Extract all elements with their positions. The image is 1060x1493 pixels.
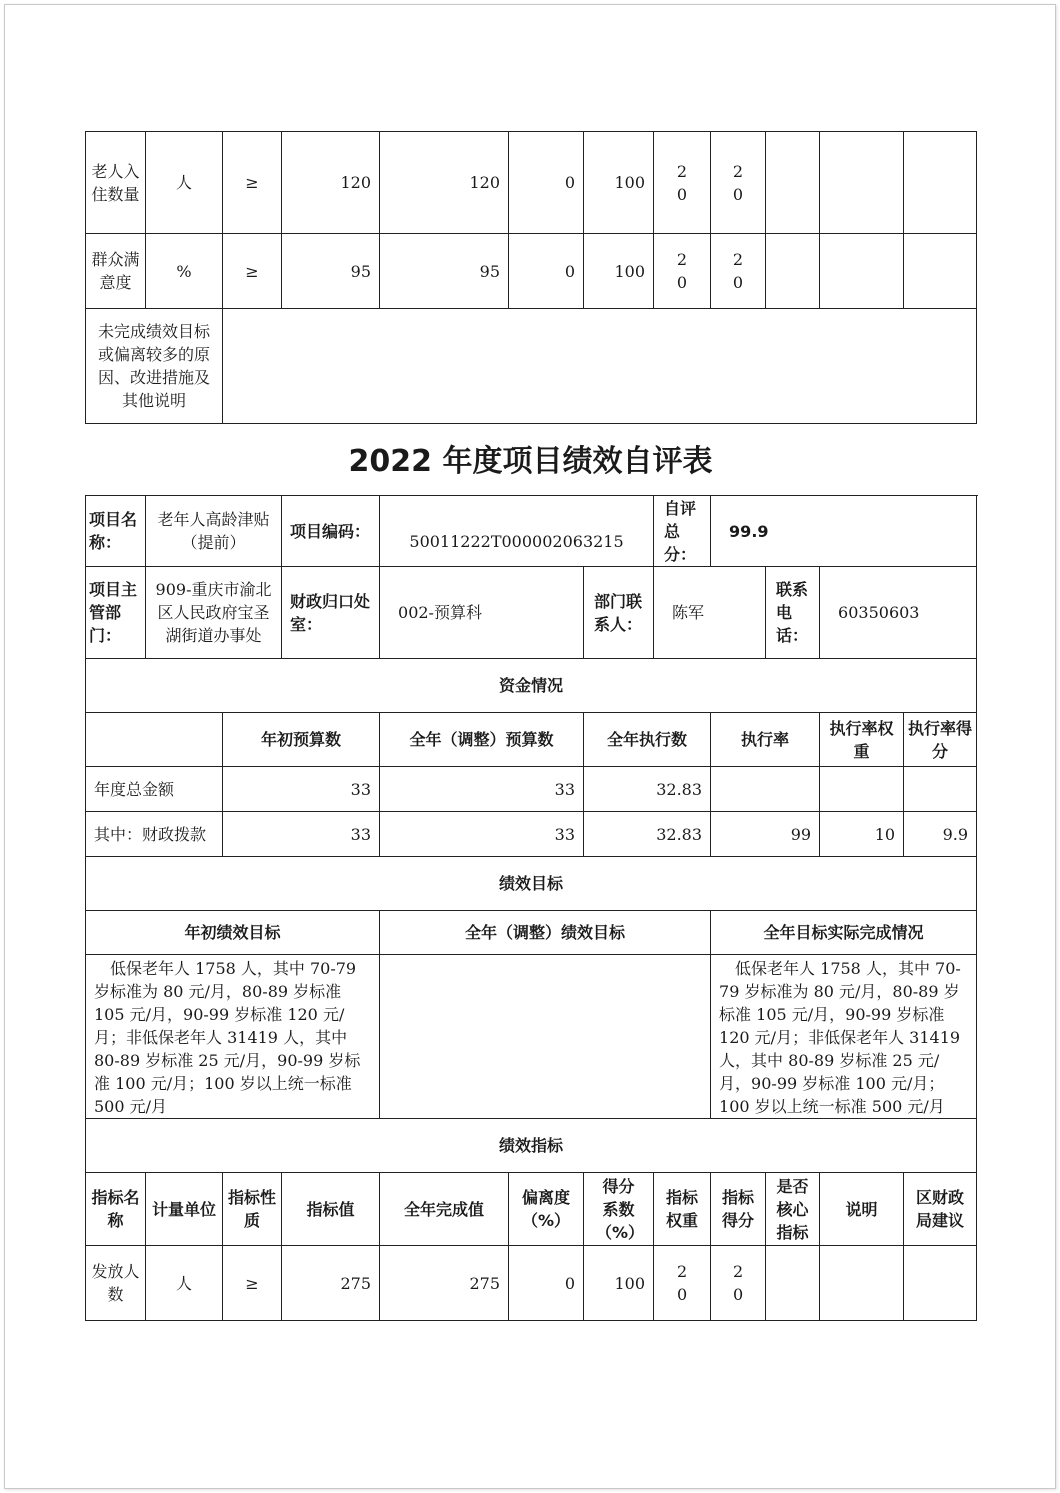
funds-header: 执行率得分 [904,713,977,767]
suggest-cell [904,132,977,234]
table-row [86,132,977,234]
evaluation-table [85,495,977,1321]
project-name: 老年人高龄津贴（提前） [146,496,282,567]
continued-indicator-table [85,131,977,424]
indicator-name-cell: 群众满意度 [86,234,146,309]
score-value: 20 [732,1262,744,1304]
table-row [86,309,977,424]
nature-cell: ≥ [223,1246,282,1321]
info-row [86,496,977,567]
remark-label: 未完成绩效目标或偏离较多的原因、改进措施及其他说明 [86,309,223,424]
indicator-header: 计量单位 [146,1173,223,1246]
funds-score [904,767,977,812]
weight-value: 20 [676,161,688,204]
unit-cell: 人 [146,132,223,234]
indicator-header: 偏离度（%） [509,1173,584,1246]
deviation-cell: 0 [509,132,584,234]
indicators-section-title: 绩效指标 [86,1119,977,1173]
project-name-label: 项目名称： [86,496,146,567]
section-row [86,659,977,713]
unit-cell: 人 [146,1246,223,1321]
indicator-header: 是否核心指标 [766,1173,820,1246]
funds-header: 执行率 [711,713,820,767]
unit-cell: % [146,234,223,309]
funds-header: 年初预算数 [223,713,380,767]
finance-office: 002-预算科 [380,567,584,659]
funds-header: 全年执行数 [584,713,711,767]
actual-cell: 120 [380,132,509,234]
funds-adjusted: 33 [380,767,584,812]
funds-header: 执行率权重 [820,713,904,767]
funds-initial: 33 [223,812,380,857]
goals-adjusted [380,955,711,1119]
weight-cell [654,132,711,234]
finance-office-label: 财政归口处室： [282,567,380,659]
goals-actual: 低保老年人 1758 人，其中 70-79 岁标准为 80 元/月，80-89 岁标准 105 元/月，90-99 岁标准 120 元/月；非低保老年人 31419 人，其中 80-89 岁标准 25 元/月，90-99 岁标准 100 元/月；100 岁以上统一标准 500 元/月 [711,955,977,1119]
indicator-header: 指标名称 [86,1173,146,1246]
weight-value: 20 [676,250,688,292]
actual-cell: 275 [380,1246,509,1321]
weight-value: 20 [676,1262,688,1304]
table-row [86,234,977,309]
indicator-header: 全年完成值 [380,1173,509,1246]
funds-header: 全年（调整）预算数 [380,713,584,767]
goals-row [86,955,977,1119]
indicators-header-row [86,1173,977,1246]
suggest-cell [904,234,977,309]
funds-score: 9.9 [904,812,977,857]
goals-header: 全年目标实际完成情况 [711,911,977,955]
indicator-header: 说明 [820,1173,904,1246]
contact: 陈军 [654,567,766,659]
weight-cell [654,1246,711,1321]
note-cell [820,1246,904,1321]
coef-cell: 100 [584,132,654,234]
target-cell: 120 [282,132,380,234]
funds-section-title: 资金情况 [86,659,977,713]
funds-rate [711,767,820,812]
nature-cell: ≥ [223,132,282,234]
score-value: 20 [732,250,744,292]
table-row [86,812,977,857]
table-row [86,767,977,812]
score-cell [711,234,766,309]
indicator-header: 指标得分 [711,1173,766,1246]
deviation-cell: 0 [509,1246,584,1321]
indicator-name-cell: 发放人数 [86,1246,146,1321]
page-title: 2022 年度项目绩效自评表 [348,444,713,479]
goals-header: 全年（调整）绩效目标 [380,911,711,955]
dept: 909-重庆市渝北区人民政府宝圣湖街道办事处 [146,567,282,659]
project-code-label: 项目编码： [282,496,380,567]
funds-executed: 32.83 [584,812,711,857]
indicator-header: 指标值 [282,1173,380,1246]
actual-cell: 95 [380,234,509,309]
goals-header: 年初绩效目标 [86,911,380,955]
core-cell [766,132,820,234]
funds-header-row [86,713,977,767]
indicator-header: 得分系数（%） [584,1173,654,1246]
nature-cell: ≥ [223,234,282,309]
info-row [86,567,977,659]
table-row [86,1246,977,1321]
goals-section-title: 绩效目标 [86,857,977,911]
note-cell [820,234,904,309]
core-cell [766,234,820,309]
funds-adjusted: 33 [380,812,584,857]
note-cell [820,132,904,234]
indicator-header: 区财政局建议 [904,1173,977,1246]
coef-cell: 100 [584,1246,654,1321]
indicator-header: 指标性质 [223,1173,282,1246]
self-score-label: 自评总分： [654,496,711,567]
goals-header-row [86,911,977,955]
deviation-cell: 0 [509,234,584,309]
funds-rate: 99 [711,812,820,857]
goals-initial: 低保老年人 1758 人，其中 70-79 岁标准为 80 元/月，80-89 岁标准 105 元/月，90-99 岁标准 120 元/月；非低保老年人 31419 人，其中 80-89 岁标准 25 元/月，90-99 岁标准 100 元/月；100 岁以上统一标准 500 元/月 [86,955,380,1119]
target-cell: 95 [282,234,380,309]
dept-label: 项目主管部门： [86,567,146,659]
coef-cell: 100 [584,234,654,309]
target-cell: 275 [282,1246,380,1321]
indicator-header: 指标权重 [654,1173,711,1246]
core-cell [766,1246,820,1321]
suggest-cell [904,1246,977,1321]
remark-content [223,309,977,424]
funds-executed: 32.83 [584,767,711,812]
phone-label: 联系电话： [766,567,820,659]
score-cell [711,132,766,234]
funds-weight: 10 [820,812,904,857]
funds-row-label: 年度总金额 [86,767,223,812]
phone: 60350603 [820,567,977,659]
funds-weight [820,767,904,812]
indicator-name-cell: 老人入住数量 [86,132,146,234]
score-value: 20 [732,161,744,204]
funds-initial: 33 [223,767,380,812]
score-cell [711,1246,766,1321]
section-row [86,857,977,911]
funds-header-blank [86,713,223,767]
weight-cell [654,234,711,309]
section-row [86,1119,977,1173]
funds-row-label: 其中：财政拨款 [86,812,223,857]
project-code: 50011222T000002063215 [380,496,654,567]
contact-label: 部门联系人： [584,567,654,659]
self-score: 99.9 [711,496,977,567]
